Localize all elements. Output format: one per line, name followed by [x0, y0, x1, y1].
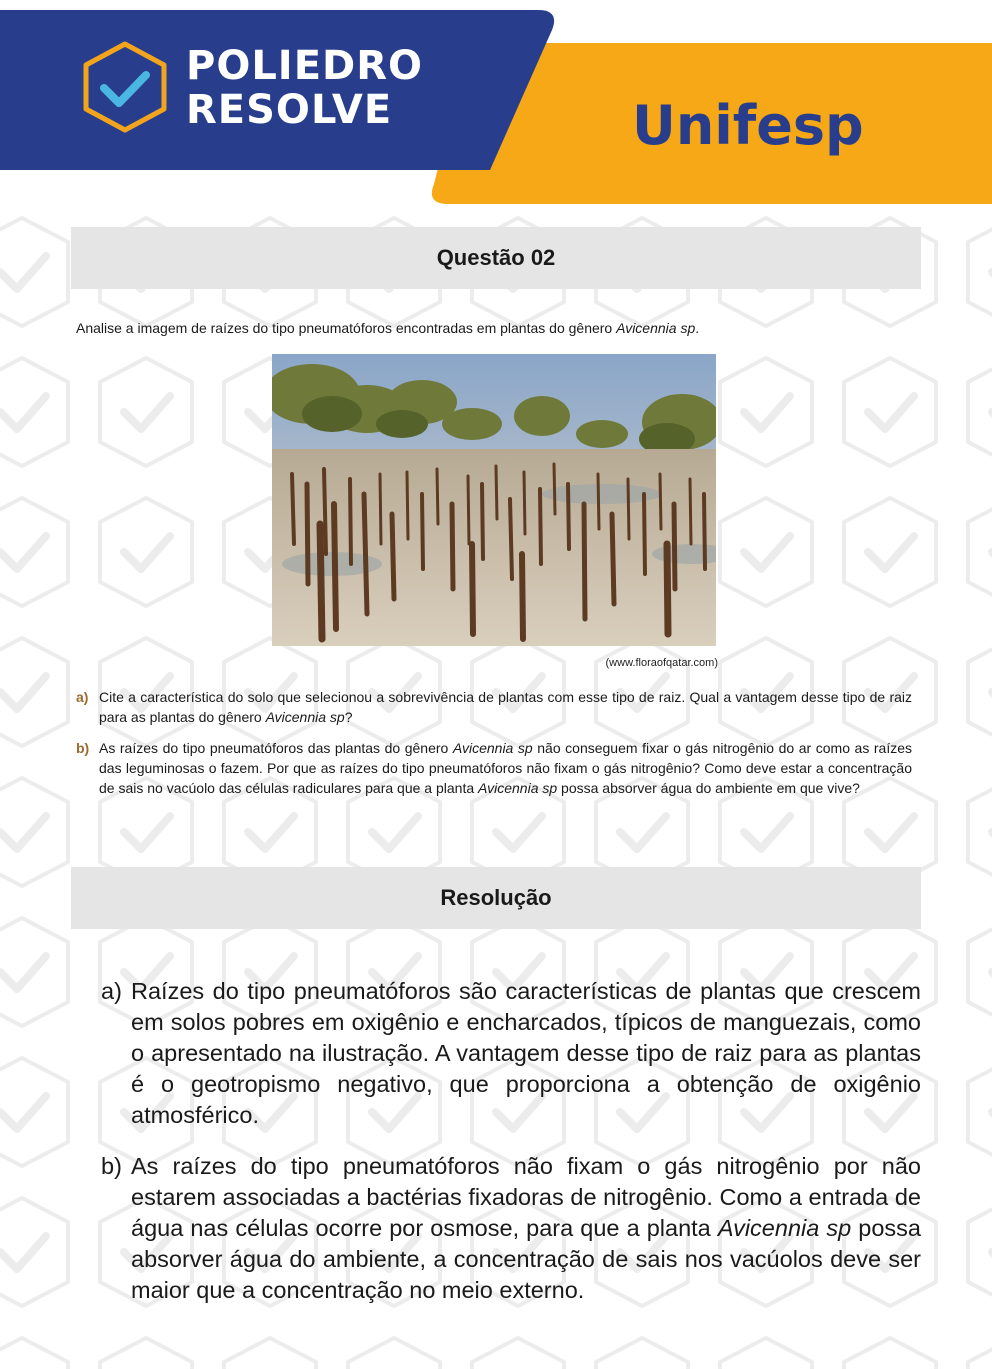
question-item-text: As raízes do tipo pneumatóforos das plantas do gênero Avicennia sp não conseguem fixar o gás nitrogênio do ar como as raízes das leguminosas o fazem. Por que as raízes do tipo pneumatóforos não fixam o gás nitrogênio? Como deve estar a concentração de sais no vacúolo das células radiculares para que a planta Avicennia sp possa absorver água do ambiente em que vive?: [99, 740, 912, 796]
question-item-letter: b): [76, 740, 90, 756]
question-item-a: [76, 687, 912, 727]
exam-name: Unifesp: [632, 94, 864, 157]
resolution-item-b: [101, 1151, 921, 1306]
resolution-item-letter: a): [101, 978, 122, 1004]
photo-credit: (www.floraofqatar.com): [605, 657, 718, 669]
mangrove-pneumatophores-photo: [272, 354, 716, 646]
brand-line-1: POLIEDRO: [186, 43, 424, 89]
question-item-text: Cite a característica do solo que selecionou a sobrevivência de plantas com esse tipo de raiz. Qual a vantagem desse tipo de raiz para as plantas do gênero Avicennia sp?: [99, 689, 912, 725]
resolution-title: Resolução: [440, 885, 552, 910]
resolution-item-letter: b): [101, 1153, 122, 1179]
question-intro: Analise a imagem de raízes do tipo pneumatóforos encontradas em plantas do gênero Avicennia sp.: [76, 320, 700, 336]
resolution-item-text: As raízes do tipo pneumatóforos não fixam o gás nitrogênio por não estarem associadas a bactérias fixadoras de nitrogênio. Como a entrada de água nas células ocorre por osmose, para que a planta Avicennia sp possa absorver água do ambiente, a concentração de sais nos vacúolos deve ser maior que a concentração no meio externo.: [131, 1153, 921, 1303]
brand-line-2: RESOLVE: [186, 87, 393, 133]
resolution-item-a: [101, 976, 921, 1131]
question-title: Questão 02: [436, 245, 556, 270]
question-item-b: [76, 738, 912, 798]
resolution-item-text: Raízes do tipo pneumatóforos são características de plantas que crescem em solos pobres em oxigênio e encharcados, típicos de manguezais, como o apresentado na ilustração. A vantagem desse tipo de raiz para as plantas é o geotropismo negativo, que proporciona a obtenção de oxigênio atmosférico.: [131, 978, 921, 1128]
question-item-letter: a): [76, 689, 89, 705]
resolution-title-bar: [71, 867, 921, 929]
question-title-bar: [71, 227, 921, 289]
